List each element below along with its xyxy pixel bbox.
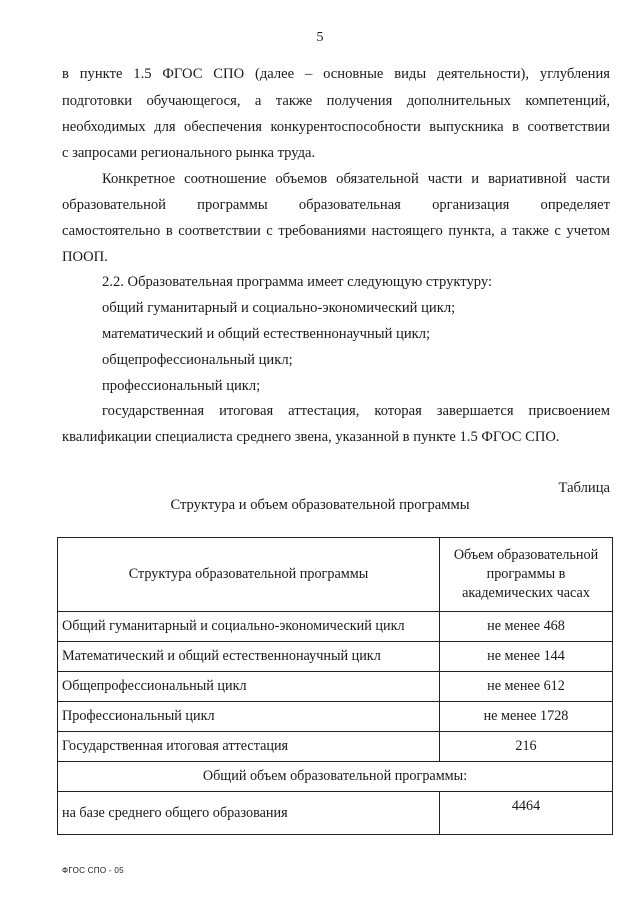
table-row: [58, 792, 613, 835]
structure-item: профессиональный цикл;: [102, 378, 261, 394]
header-volume: [440, 538, 613, 612]
paragraph2-line: образовательной программы образовательная организация определяет: [62, 197, 610, 213]
row-value: 216: [440, 732, 613, 762]
table-total-row: [58, 762, 613, 792]
paragraph1-line: в пункте 1.5 ФГОС СПО (далее – основные виды деятельности), углубления: [62, 66, 610, 82]
attestation-line: государственная итоговая аттестация, которая завершается присвоением: [102, 403, 610, 419]
row-value: 4464: [440, 792, 613, 835]
row-value: не менее 612: [440, 672, 613, 702]
table-header-row: [58, 538, 613, 612]
page-number: 5: [316, 30, 324, 45]
table-row: [58, 612, 613, 642]
structure-item: общепрофессиональный цикл;: [102, 352, 293, 368]
structure-item: общий гуманитарный и социально-экономический цикл;: [102, 300, 456, 316]
total-label: Общий объем образовательной программы:: [58, 762, 613, 792]
header-volume-line: программы в: [486, 566, 566, 582]
footer-code: ФГОС СПО - 05: [62, 866, 124, 875]
table-row: [58, 702, 613, 732]
structure-intro: 2.2. Образовательная программа имеет следующую структуру:: [102, 274, 493, 290]
table-row: [58, 672, 613, 702]
row-value: не менее 468: [440, 612, 613, 642]
attestation-line: квалификации специалиста среднего звена, указанной в пункте 1.5 ФГОС СПО.: [62, 429, 560, 445]
paragraph1-line: подготовки обучающегося, а также получения дополнительных компетенций,: [62, 93, 610, 109]
row-name: Общий гуманитарный и социально-экономический цикл: [58, 612, 440, 642]
row-name: Профессиональный цикл: [58, 702, 440, 732]
table-label: Таблица: [558, 480, 610, 496]
structure-item: математический и общий естественнонаучный цикл;: [102, 326, 431, 342]
row-name: Математический и общий естественнонаучный цикл: [58, 642, 440, 672]
row-value: не менее 144: [440, 642, 613, 672]
paragraph1-line: с запросами регионального рынка труда.: [62, 145, 316, 161]
row-name: Государственная итоговая аттестация: [58, 732, 440, 762]
table-row: [58, 732, 613, 762]
row-value: не менее 1728: [440, 702, 613, 732]
row-name: на базе среднего общего образования: [58, 792, 440, 835]
row-name: Общепрофессиональный цикл: [58, 672, 440, 702]
paragraph1-line: необходимых для обеспечения конкурентоспособности выпускника в соответствии: [62, 119, 610, 135]
table-title: Структура и объем образовательной программы: [170, 497, 470, 513]
header-structure: Структура образовательной программы: [58, 538, 440, 612]
paragraph2-line: ПООП.: [62, 249, 108, 265]
header-volume-line: академических часах: [462, 585, 590, 601]
table-row: [58, 642, 613, 672]
paragraph2-line: самостоятельно в соответствии с требованиями настоящего пункта, а также с учетом: [62, 223, 610, 239]
header-volume-line: Объем образовательной: [453, 547, 599, 563]
structure-table: [57, 537, 613, 835]
paragraph2-line: Конкретное соотношение объемов обязательной части и вариативной части: [102, 171, 610, 187]
